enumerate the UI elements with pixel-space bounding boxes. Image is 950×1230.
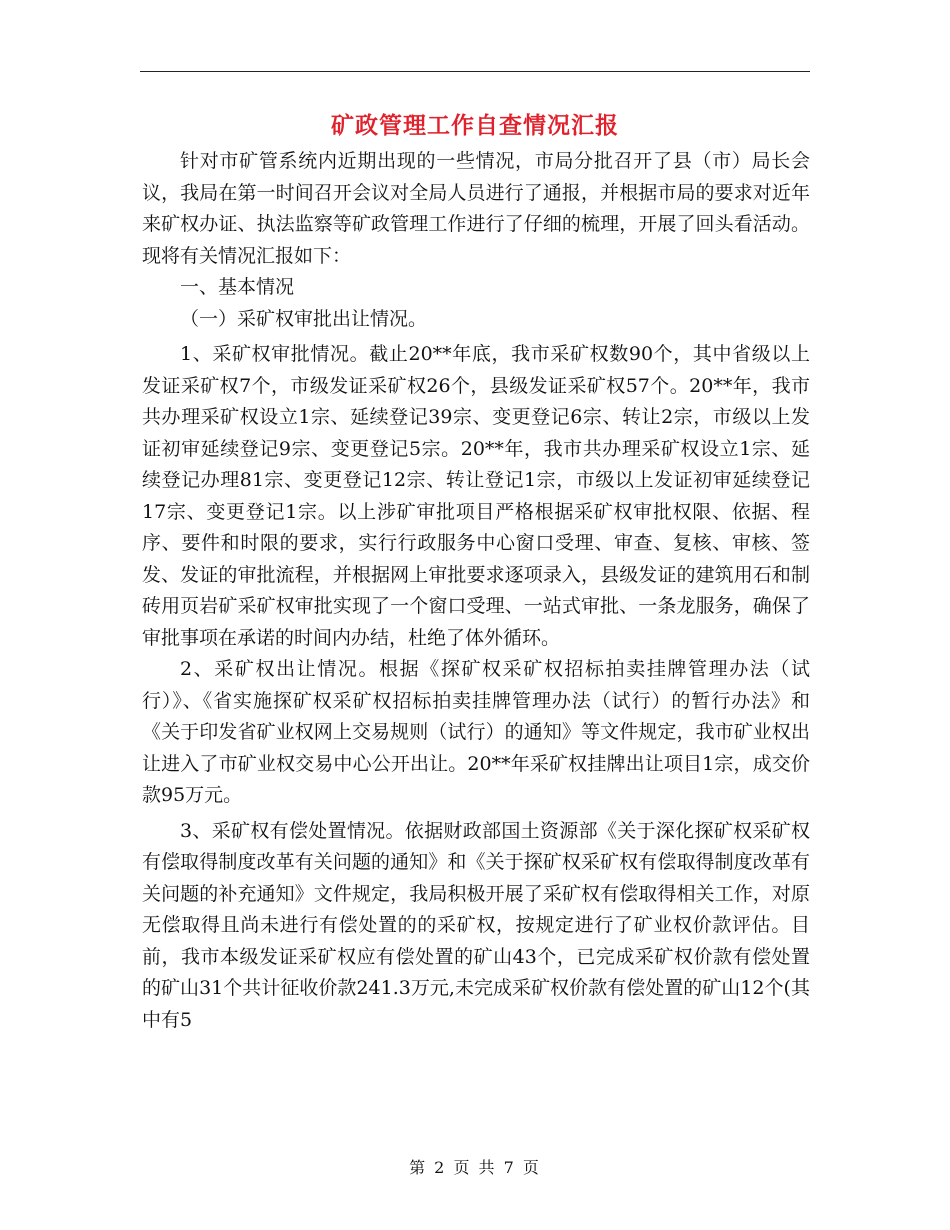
- paragraph-transfer: 2、采矿权出让情况。根据《探矿权采矿权招标拍卖挂牌管理办法（试行）》、《省实施探矿权采矿权招标拍卖挂牌管理办法（试行）的暂行办法》和《关于印发省矿业权网上交易规则（试行）的通知》等文件规定，我市矿业权出让进入了市矿业权交易中心公开出让。20**年采矿权挂牌出让项目1宗，成交价款95万元。: [142, 658, 810, 806]
- paragraph-paid-disposal: 3、采矿权有偿处置情况。依据财政部国土资源部《关于深化探矿权采矿权有偿取得制度改革有关问题的通知》和《关于探矿权采矿权有偿取得制度改革有关问题的补充通知》文件规定，我局积极开展了采矿权有偿取得相关工作，对原无偿取得且尚未进行有偿处置的的采矿权，按规定进行了矿业权价款评估。目前，我市本级发证采矿权应有偿处置的矿山43个，已完成采矿权价款有偿处置的矿山31个共计征收价款241.3万元,未完成采矿权价款有偿处置的矿山12个(其中有5: [142, 819, 810, 1031]
- subheading-approval-transfer: （一）采矿权审批出让情况。: [180, 307, 428, 330]
- paragraph-intro: 针对市矿管系统内近期出现的一些情况，市局分批召开了县（市）局长会议，我局在第一时间召开会议对全局人员进行了通报，并根据市局的要求对近年来矿权办证、执法监察等矿政管理工作进行了仔细的梳理，开展了回头看活动。现将有关情况汇报如下：: [142, 150, 810, 267]
- document-body: [142, 146, 810, 1036]
- paragraph-approval: 1、采矿权审批情况。截止20**年底，我市采矿权数90个，其中省级以上发证采矿权7个，市级发证采矿权26个，县级发证采矿权57个。20**年，我市共办理采矿权设立1宗、延续登记39宗、变更登记6宗、转让2宗，市级以上发证初审延续登记9宗、变更登记5宗。20**年，我市共办理采矿权设立1宗、延续登记办理81宗、变更登记12宗、转让登记1宗，市级以上发证初审延续登记17宗、变更登记1宗。以上涉矿审批项目严格根据采矿权审批权限、依据、程序、要件和时限的要求，实行行政服务中心窗口受理、审查、复核、审核、签发、发证的审批流程，并根据网上审批要求逐项录入，县级发证的建筑用石和制砖用页岩矿采矿权审批实现了一个窗口受理、一站式审批、一条龙服务，确保了审批事项在承诺的时间内办结，杜绝了体外循环。: [142, 343, 810, 649]
- page-footer: 第 2 页 共 7 页: [409, 1158, 541, 1177]
- heading-basic-situation: 一、基本情况: [180, 276, 295, 298]
- header-rule: [140, 71, 810, 72]
- document-title: 矿政管理工作自查情况汇报: [331, 112, 619, 139]
